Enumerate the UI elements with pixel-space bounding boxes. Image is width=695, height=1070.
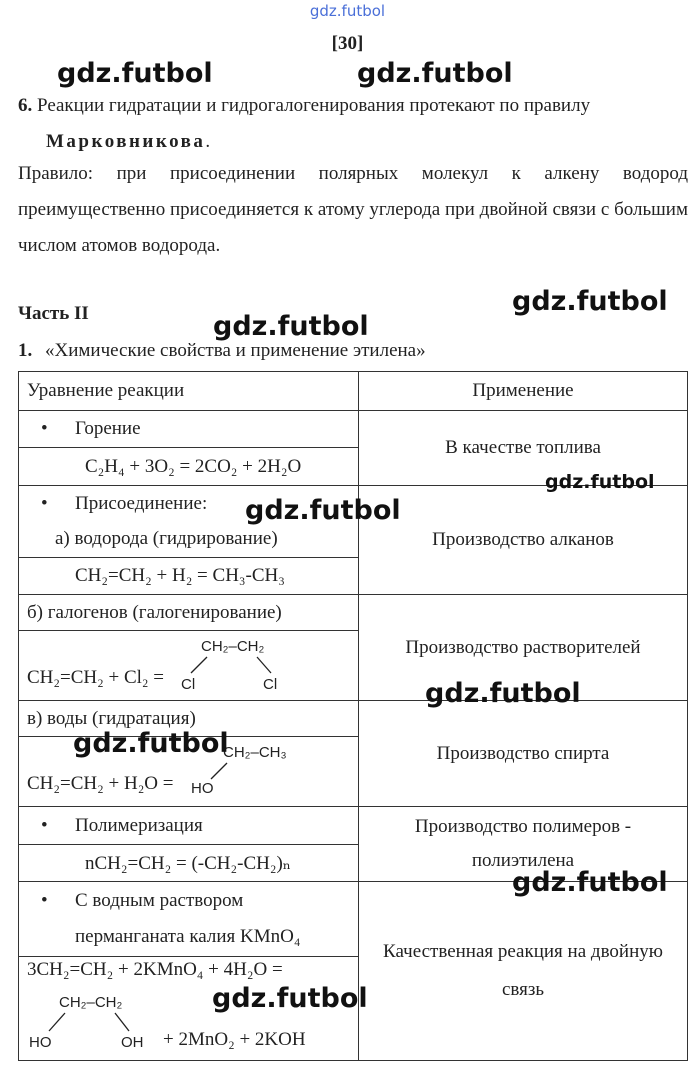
watermark: gdz.futbol (213, 311, 369, 342)
watermark: gdz.futbol (357, 58, 513, 89)
bond-oh (211, 763, 227, 779)
chlorine-right: Cl (263, 676, 278, 693)
item-6-rule-name: Марковникова (46, 131, 206, 152)
bond-ho (49, 1013, 65, 1031)
table-row (19, 595, 688, 631)
page-number: [30] (331, 33, 364, 54)
item-6-period: . (205, 131, 211, 152)
header-application: Применение (359, 372, 688, 411)
halogen-application: Производство растворителей (359, 595, 688, 701)
task-1-name: «Химические свойства и применение этилена» (45, 340, 426, 361)
halogen-equation-cell (19, 631, 359, 701)
water-equation: CH₂=CH₂ + H₂O = (27, 773, 174, 794)
watermark: gdz.futbol (545, 471, 655, 493)
permanganate-equation-tail: + 2MnO₂ + 2KOH (163, 1029, 306, 1050)
dichloroethane-structure (179, 633, 299, 697)
hydrogen-equation: CH₂=CH₂ + H₂ = CH₃-CH₃ (19, 558, 359, 595)
markovnikov-rule: Правило: при присоединении полярных молекул к алкену водород преимущественно присоединяется к атому углерода при двойной связи с большим числом атомов водорода. (18, 163, 688, 256)
watermark: gdz.futbol (512, 867, 668, 898)
header-equation: Уравнение реакции (19, 372, 359, 411)
water-label: в) воды (гидратация) (19, 701, 359, 737)
ethanol-chain: CH₂–CH₃ (223, 744, 287, 761)
permanganate-label: • С водным раствором перманганата калия KMnO₄ (19, 882, 359, 957)
bond-left (191, 657, 207, 673)
combustion-equation: C₂H₄ + 3O₂ = 2CO₂ + 2H₂O (19, 448, 359, 486)
item-6-statement: Реакции гидратации и гидрогалогенирования протекают по правилу (37, 95, 591, 116)
halogen-label: б) галогенов (галогенирование) (19, 595, 359, 631)
water-application: Производство спирта (359, 701, 688, 807)
hydrogen-application: Производство алканов (359, 486, 688, 595)
table-row (19, 807, 688, 845)
watermark: gdz.futbol (245, 495, 401, 526)
polymerization-application: Производство полимеров - полиэтилена (359, 807, 688, 882)
chlorine-left: Cl (181, 676, 196, 693)
watermark: gdz.futbol (73, 728, 229, 759)
permanganate-equation-line1: 3CH₂=CH₂ + 2KMnO₄ + 4H₂O = (27, 959, 283, 980)
watermark: gdz.futbol (425, 678, 581, 709)
bond-right (257, 657, 271, 673)
addition-label: • Присоединение: (19, 486, 359, 522)
watermark: gdz.futbol (212, 983, 368, 1014)
permanganate-application: Качественная реакция на двойную связь (359, 882, 688, 1061)
bond-oh-right (115, 1013, 129, 1031)
header-site-link[interactable]: gdz.futbol (309, 2, 386, 20)
polymerization-equation: nCH₂=CH₂ = (-CH₂-CH₂)ₙ (19, 845, 359, 882)
item-6-text (18, 88, 688, 160)
hydroxyl-right: OH (121, 1034, 144, 1051)
ethylene-glycol-structure (25, 989, 165, 1055)
hydrogen-label: а) водорода (гидрирование) (19, 522, 359, 558)
watermark: gdz.futbol (512, 286, 668, 317)
part-2-title: Часть II (18, 303, 89, 324)
halogen-equation: CH₂=CH₂ + Cl₂ = (27, 667, 165, 688)
combustion-label: • Горение (19, 411, 359, 448)
hydroxyl-left: HO (29, 1034, 52, 1051)
task-1-title (18, 340, 426, 362)
hydroxyl-group: HO (191, 780, 214, 797)
polymerization-label: • Полимеризация (19, 807, 359, 845)
dichloroethane-chain: CH₂–CH₂ (201, 638, 265, 655)
glycol-chain: CH₂–CH₂ (59, 994, 123, 1011)
task-1-number: 1. (18, 340, 33, 361)
combustion-application: В качестве топлива (359, 411, 688, 486)
table-row (19, 411, 688, 448)
item-6-number: 6. (18, 95, 33, 116)
watermark: gdz.futbol (57, 58, 213, 89)
table-header-row (19, 372, 688, 411)
